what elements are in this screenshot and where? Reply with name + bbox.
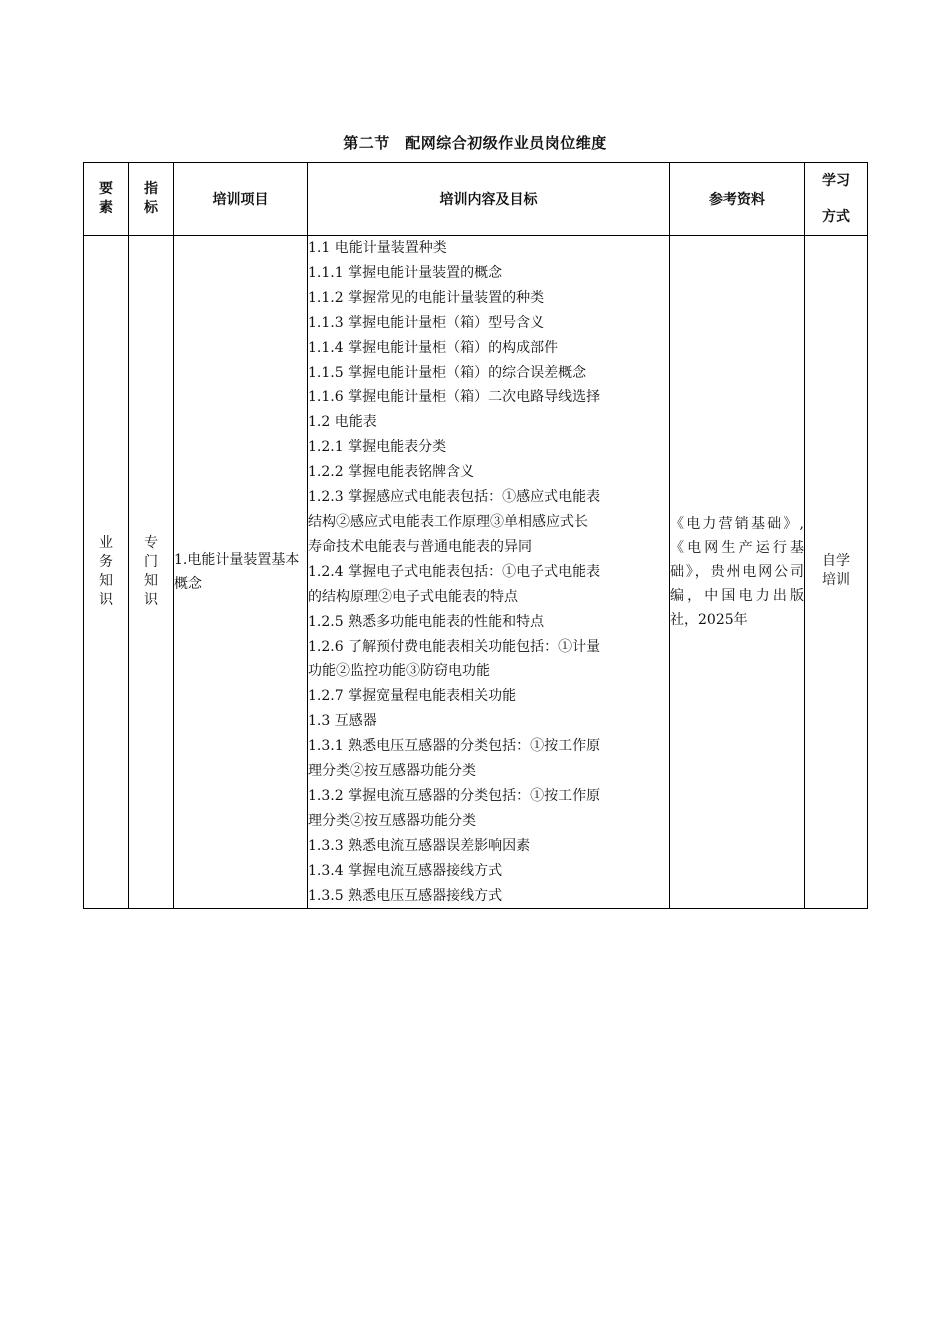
- content-line: 的结构原理②电子式电能表的特点: [308, 588, 518, 605]
- content-line: 1.2 电能表: [308, 414, 377, 431]
- content-line: 1.2.7 掌握宽量程电能表相关功能: [308, 688, 517, 705]
- cell-indicator: 专门知识: [129, 236, 174, 909]
- content-line: 1.3.5 熟悉电压互感器接线方式: [308, 887, 503, 904]
- cell-method: 自学培训: [805, 236, 868, 909]
- page-title: 第二节 配网综合初级作业员岗位维度: [343, 134, 607, 152]
- content-line: 1.2.5 熟悉多功能电能表的性能和特点: [308, 613, 545, 630]
- content-line: 1.1.5 掌握电能计量柜（箱）的综合误差概念: [308, 364, 587, 381]
- cell-reference: 《电力营销基础》,《电网生产运行基础》，贵州电网公司编，中国电力出版社，2025年: [670, 236, 805, 909]
- header-method-line2: 方式: [822, 209, 850, 225]
- content-line: 1.3.2 掌握电流互感器的分类包括：①按工作原: [308, 787, 601, 804]
- content-line: 1.1.3 掌握电能计量柜（箱）型号含义: [308, 314, 545, 331]
- content-line: 1.2.3 掌握感应式电能表包括：①感应式电能表: [308, 489, 601, 506]
- content-line: 理分类②按互感器功能分类: [308, 763, 476, 780]
- content-line: 寿命技术电能表与普通电能表的异同: [308, 538, 532, 555]
- cell-project: 1.电能计量装置基本概念: [174, 236, 308, 909]
- content-line: 1.1.2 掌握常见的电能计量装置的种类: [308, 289, 545, 306]
- content-line: 1.3 互感器: [308, 713, 377, 730]
- content-list: [308, 236, 669, 908]
- header-method-line1: 学习: [822, 173, 850, 189]
- content-line: 1.3.1 熟悉电压互感器的分类包括：①按工作原: [308, 738, 601, 755]
- content-line: 1.1.6 掌握电能计量柜（箱）二次电路导线选择: [308, 389, 601, 406]
- training-table: [83, 162, 868, 909]
- content-line: 1.3.4 掌握电流互感器接线方式: [308, 862, 503, 879]
- content-line: 理分类②按互感器功能分类: [308, 812, 476, 829]
- header-method: [805, 163, 868, 236]
- header-reference: 参考资料: [670, 163, 805, 236]
- header-project: 培训项目: [174, 163, 308, 236]
- content-line: 结构②感应式电能表工作原理③单相感应式长: [308, 513, 588, 530]
- header-content: 培训内容及目标: [308, 163, 670, 236]
- cell-content: [308, 236, 670, 909]
- content-line: 1.3.3 熟悉电流互感器误差影响因素: [308, 837, 531, 854]
- header-element: 要素: [84, 163, 129, 236]
- header-indicator: 指标: [129, 163, 174, 236]
- content-line: 1.2.6 了解预付费电能表相关功能包括：①计量: [308, 638, 601, 655]
- table-row: [84, 236, 868, 909]
- content-line: 1.1.1 掌握电能计量装置的概念: [308, 264, 503, 281]
- content-line: 1.1 电能计量装置种类: [308, 240, 447, 256]
- content-line: 1.2.2 掌握电能表铭牌含义: [308, 464, 475, 481]
- content-line: 功能②监控功能③防窃电功能: [308, 663, 490, 680]
- content-line: 1.2.1 掌握电能表分类: [308, 439, 447, 456]
- cell-element: 业务知识: [84, 236, 129, 909]
- content-line: 1.1.4 掌握电能计量柜（箱）的构成部件: [308, 339, 559, 356]
- content-line: 1.2.4 掌握电子式电能表包括：①电子式电能表: [308, 563, 601, 580]
- table-header-row: [84, 163, 868, 236]
